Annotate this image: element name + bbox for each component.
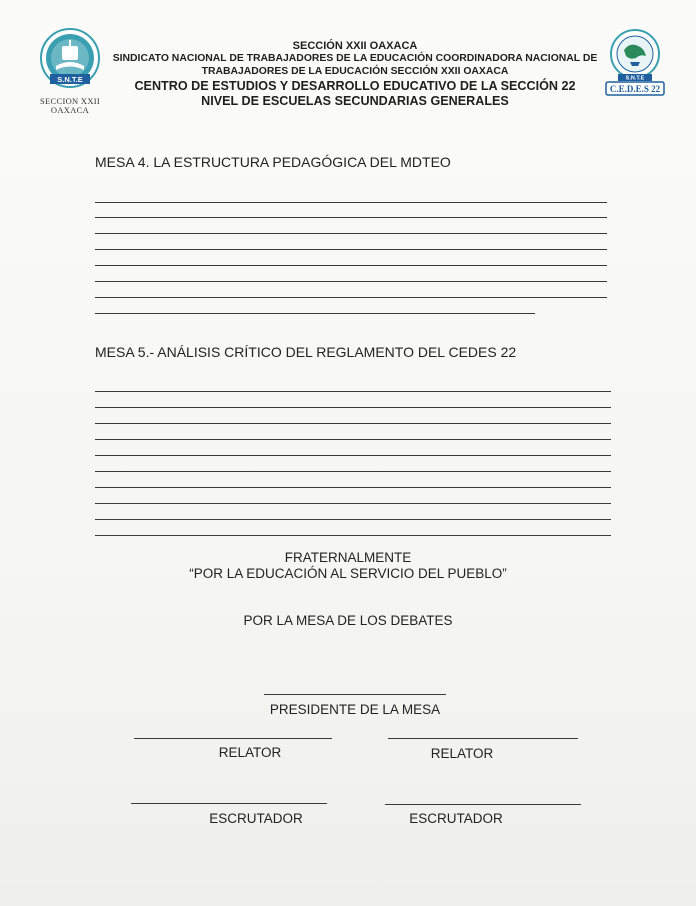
left-logo-banner-text: S.N.T.E	[57, 75, 83, 84]
closing-fraternalmente: FRATERNALMENTE	[284, 550, 412, 565]
relator-right-signature-line[interactable]	[388, 738, 578, 739]
header-line-sindicato: SINDICATO NACIONAL DE TRABAJADORES DE LA EDUCACIÓN COORDINADORA NACIONAL DE	[112, 53, 598, 64]
header-line-centro: CENTRO DE ESTUDIOS Y DESARROLLO EDUCATIVO DE LA SECCIÓN 22	[134, 79, 576, 93]
snte-emblem-icon	[38, 28, 102, 92]
mesa5-answer-line[interactable]	[95, 519, 611, 520]
mesa4-answer-line[interactable]	[95, 202, 607, 203]
relator-left-label: RELATOR	[218, 745, 282, 760]
mesa5-answer-line[interactable]	[95, 423, 611, 424]
presidente-label: PRESIDENTE DE LA MESA	[269, 702, 441, 717]
cedes-emblem-icon	[600, 28, 670, 98]
left-logo-caption-line2: OAXACA	[50, 105, 90, 115]
mesa5-answer-line[interactable]	[95, 391, 611, 392]
closing-mesa-debates: POR LA MESA DE LOS DEBATES	[243, 613, 453, 628]
escrutador-right-signature-line[interactable]	[385, 804, 581, 805]
mesa4-answer-line[interactable]	[95, 297, 607, 298]
header-line-seccion: SECCIÓN XXII OAXACA	[292, 40, 418, 52]
presidente-signature-line[interactable]	[264, 694, 446, 695]
mesa4-answer-line[interactable]	[95, 249, 607, 250]
cedes-22-logo	[600, 28, 670, 103]
document-header	[110, 40, 600, 109]
header-line-trabajadores: TRABAJADORES DE LA EDUCACIÓN SECCIÓN XXII OAXACA	[201, 65, 509, 77]
mesa4-title: MESA 4. LA ESTRUCTURA PEDAGÓGICA DEL MDTEO	[95, 154, 451, 170]
closing-lema: “POR LA EDUCACIÓN AL SERVICIO DEL PUEBLO”	[189, 566, 507, 581]
right-logo-banner-text: S.N.T.E	[625, 75, 645, 82]
snte-seccion-xxii-logo	[38, 28, 102, 115]
right-logo-label-text: C.E.D.E.S 22	[609, 84, 661, 94]
mesa5-answer-line[interactable]	[95, 407, 611, 408]
header-line-nivel: NIVEL DE ESCUELAS SECUNDARIAS GENERALES	[201, 94, 509, 108]
mesa5-answer-line[interactable]	[95, 535, 611, 536]
relator-left-signature-line[interactable]	[134, 738, 332, 739]
mesa4-answer-line[interactable]	[95, 217, 607, 218]
mesa4-answer-line[interactable]	[95, 281, 607, 282]
mesa5-answer-line[interactable]	[95, 439, 611, 440]
escrutador-left-signature-line[interactable]	[131, 803, 327, 804]
mesa5-answer-line[interactable]	[95, 503, 611, 504]
mesa5-answer-line[interactable]	[95, 487, 611, 488]
mesa4-answer-line[interactable]	[95, 313, 535, 314]
left-logo-caption-line1: SECCION XXII	[39, 96, 101, 106]
mesa4-answer-line[interactable]	[95, 265, 607, 266]
mesa4-answer-line[interactable]	[95, 233, 607, 234]
escrutador-left-label: ESCRUTADOR	[209, 811, 303, 826]
escrutador-right-label: ESCRUTADOR	[409, 811, 503, 826]
relator-right-label: RELATOR	[430, 746, 494, 761]
mesa5-answer-line[interactable]	[95, 471, 611, 472]
mesa5-title: MESA 5.- ANÁLISIS CRÍTICO DEL REGLAMENTO DEL CEDES 22	[95, 344, 517, 360]
mesa5-answer-line[interactable]	[95, 455, 611, 456]
